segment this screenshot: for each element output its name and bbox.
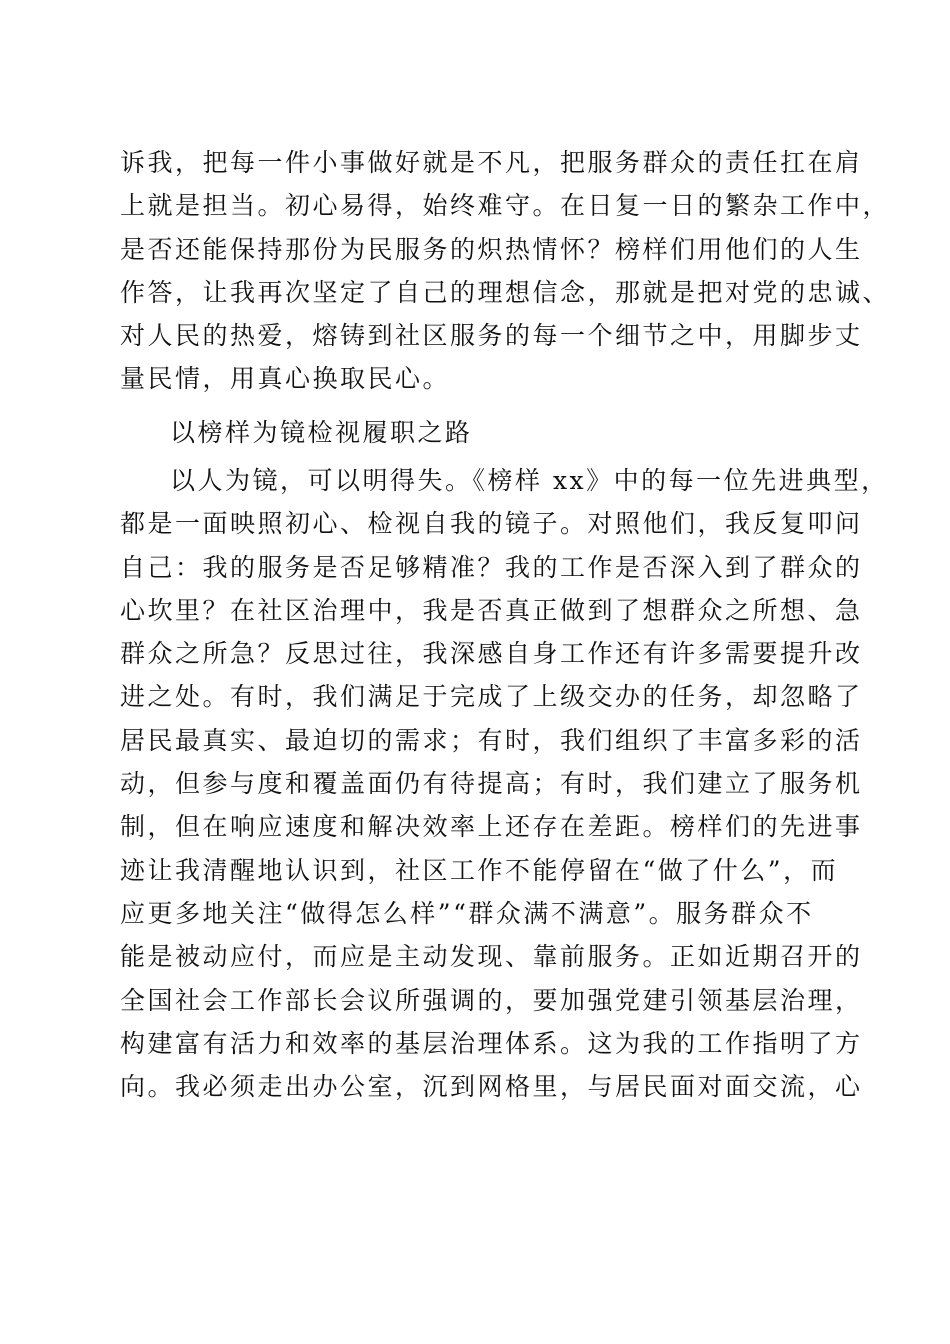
section-heading-block (120, 411, 840, 454)
text-line: 心坎里？在社区治理中，我是否真正做到了想群众之所想、急 (120, 595, 863, 625)
text-line: 群众之所急？反思过往，我深感自身工作还有许多需要提升改 (120, 639, 863, 669)
text-line: 动，但参与度和覆盖面仍有待提高；有时，我们建立了服务机 (120, 769, 863, 799)
text-line: 对人民的热爱，熔铸到社区服务的每一个细节之中，用脚步丈 (120, 321, 863, 351)
continuation-paragraph (120, 141, 891, 401)
text-line: 是否还能保持那份为民服务的炽热情怀？榜样们用他们的人生 (120, 234, 863, 264)
text-line: 以人为镜，可以明得失。《榜样 xx》中的每一位先进典型， (170, 466, 889, 495)
body-paragraph (120, 459, 889, 1108)
text-line: 都是一面映照初心、检视自我的镜子。对照他们，我反复叩问 (120, 509, 863, 539)
text-line: 能是被动应付，而应是主动发现、靠前服务。正如近期召开的 (120, 942, 863, 972)
text-line: 量民情，用真心换取民心。 (120, 364, 451, 394)
text-line: 上就是担当。初心易得，始终难守。在日复一日的繁杂工作中， (120, 191, 891, 221)
text-line: 构建富有活力和效率的基层治理体系。这为我的工作指明了方 (120, 1028, 863, 1058)
text-line: 制，但在响应速度和解决效率上还存在差距。榜样们的先进事 (120, 812, 863, 842)
text-line: 应更多地关注“做得怎么样”“群众满不满意”。服务群众不 (120, 898, 814, 928)
text-line: 诉我，把每一件小事做好就是不凡，把服务群众的责任扛在肩 (120, 148, 863, 177)
text-line: 居民最真实、最迫切的需求；有时，我们组织了丰富多彩的活 (120, 725, 863, 755)
text-line: 迹让我清醒地认识到，社区工作不能停留在“做了什么”，而 (120, 855, 839, 885)
text-line: 作答，让我再次坚定了自己的理想信念，那就是把对党的忠诚、 (120, 277, 891, 307)
text-line: 向。我必须走出办公室，沉到网格里，与居民面对面交流，心 (120, 1072, 863, 1102)
text-line: 自己：我的服务是否足够精准？我的工作是否深入到了群众的 (120, 552, 863, 582)
text-line: 进之处。有时，我们满足于完成了上级交办的任务，却忽略了 (120, 682, 863, 712)
text-line: 全国社会工作部长会议所强调的，要加强党建引领基层治理， (120, 985, 863, 1015)
section-heading: 以榜样为镜检视履职之路 (170, 418, 473, 447)
